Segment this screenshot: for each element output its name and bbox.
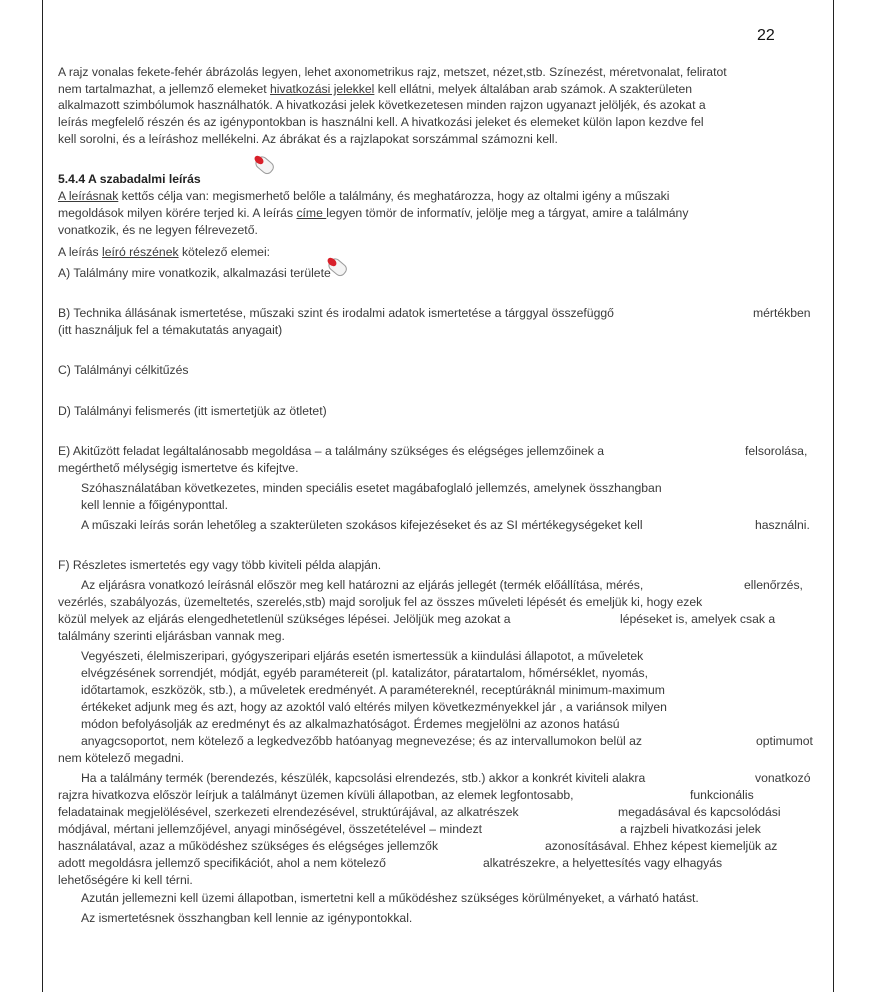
item-b-line-1: B) Technika állásának ismertetése, műszaki szint és irodalmi adatok ismertetése a tárggyal összefüggő [58,306,614,320]
item-e-line-3: Szóhasználatában következetes, minden speciális esetet magábafoglaló jellemzés, amelynek összhangban [81,481,662,495]
text-span: kell ellátni, melyek általában arab számok. A szakterületen [374,82,693,96]
f-para-3-line-7: lehetőségére ki kell térni. [58,873,193,887]
f-para-3-line-4-end: a rajzbeli hivatkozási jelek [620,822,761,836]
intro-line-2 [58,81,692,98]
page-border-left [42,0,43,992]
f-para-3-line-2-end: funkcionális [690,788,754,802]
underlined-term: leíró részének [102,245,179,259]
item-f: F) Részletes ismertetés egy vagy több kiviteli példa alapján. [58,558,382,572]
item-e-line-4: kell lennie a főigényponttal. [81,498,229,512]
text-span: nem tartalmazhat, a jellemző elemeket [58,82,271,96]
item-e-line-1-end: felsorolása, [745,444,808,458]
f-para-4: Azután jellemezni kell üzemi állapotban, ismertetni kell a működéshez szükséges körülményeket, a várható hatást. [81,891,699,905]
section-para-2 [58,244,270,261]
pushpin-icon [324,255,350,281]
f-para-5: Az ismertetésnek összhangban kell lennie az igénypontokkal. [81,911,413,925]
intro-line-5: kell sorolni, és a leíráshoz mellékelni. Az ábrákat és a rajzlapokat sorszámmal számozni kell. [58,132,558,146]
section-para-1-line-1 [58,188,670,205]
underlined-term: A leírásnak [58,189,119,203]
item-b-line-2: (itt használjuk fel a témakutatás anyagait) [58,323,283,337]
item-e-line-1: E) Akitűzött feladat legáltalánosabb megoldása – a találmány szükséges és elégséges jellemzőinek a [58,444,605,458]
f-para-3-line-1: Ha a találmány termék (berendezés, készülék, kapcsolási elrendezés, stb.) akkor a konkrét kiviteli alakra [81,771,646,785]
intro-line-1: A rajz vonalas fekete-fehér ábrázolás legyen, lehet axonometrikus rajz, metszet, nézet,stb. Színezést, méretvonalat, feliratot [58,65,727,79]
f-para-2-line-6: anyagcsoportot, nem kötelező a legkedvezőbb hatóanyag megnevezése; és az intervallumokon belül az [81,734,642,748]
f-para-3-line-6-end: alkatrészekre, a helyettesítés vagy elhagyás [483,856,723,870]
underlined-term: hivatkozási jelekkel [270,82,375,96]
f-para-2-line-3: időtartamok, eszközök, stb.), a műveletek eredményét. A paramétereknél, receptúráknál minimum-maximum [81,683,665,697]
f-para-2-line-4: értékeket adjunk meg és azt, hogy az azoktól való eltérés milyen következményekkel jár , a variánsok milyen [81,700,667,714]
f-para-3-line-6: adott megoldásra jellemző specifikációt, ahol a nem kötelező [58,856,386,870]
text-span: megoldások milyen körére terjed ki. A leírás [58,206,297,220]
f-para-3-line-2: rajzra hivatkozva először leírjuk a találmányt üzemen kívüli állapotban, az elemek legfontosabb, [58,788,574,802]
underlined-term: címe [296,206,327,220]
pushpin-icon [251,153,277,179]
f-para-1-line-3-end: lépéseket is, amelyek csak a [620,612,776,626]
text-span: legyen tömör de informatív, jelölje meg a tárgyat, amire a találmány [326,206,689,220]
f-para-1-line-4: találmány szerinti eljárásban vannak meg. [58,629,285,643]
page-border-right [833,0,834,992]
f-para-3-line-5: használatával, azaz a működéshez szükséges és elégséges jellemzők [58,839,439,853]
f-para-3-line-4: módjával, mértani jellemzőjével, anyagi minőségével, összetételével – mindezt [58,822,483,836]
f-para-2-line-7: nem kötelező megadni. [58,751,185,765]
f-para-1-line-1-end: ellenőrzés, [744,578,803,592]
item-e-line-5: A műszaki leírás során lehetőleg a szakterületen szokásos kifejezéseket és az SI mértékegységeket kell [81,518,643,532]
f-para-3-line-1-end: vonatkozó [755,771,811,785]
f-para-3-line-5-end: azonosításával. Ehhez képest kiemeljük az [545,839,778,853]
item-b-line-1-end: mértékben [753,306,811,320]
page-number: 22 [757,27,775,44]
f-para-1-line-2: vezérlés, szabályozás, üzemeltetés, szerelés,stb) majd soroljuk fel az összes műveleti lépését és emeljük ki, hogy ezek [58,595,703,609]
f-para-2-line-6-end: optimumot [756,734,813,748]
f-para-3-line-3-end: megadásával és kapcsolódási [618,805,781,819]
item-e-line-5-end: használni. [755,518,810,532]
intro-line-4: leírás megfelelő részén és az igénypontokban is használni kell. A hivatkozási jeleket és elemeket külön lapon kezdve fel [58,115,704,129]
text-span: kettős célja van: megismerhető belőle a találmány, és meghatározza, hogy az oltalmi igény a műszaki [118,189,670,203]
intro-line-3: alkalmazott szimbólumok használhatók. A hivatkozási jelek következetesen minden rajzon ugyanazt jelöljék, és azokat a [58,98,706,112]
f-para-2-line-1: Vegyészeti, élelmiszeripari, gyógyszeripari eljárás esetén ismertessük a kiindulási állapotot, a műveletek [81,649,644,663]
item-a: A) Találmány mire vonatkozik, alkalmazási területe [58,266,331,280]
item-d: D) Találmányi felismerés (itt ismertetjük az ötletet) [58,404,327,418]
f-para-2-line-2: elvégzésének sorrendjét, módját, egyéb paramétereit (pl. katalizátor, páratartalom, hőmérséklet, nyomás, [81,666,648,680]
f-para-3-line-3: feladatainak megjelölésével, szerkezeti elrendezésével, struktúrájával, az alkatrészek [58,805,519,819]
item-c: C) Találmányi célkitűzés [58,363,189,377]
f-para-1-line-1: Az eljárásra vonatkozó leírásnál először meg kell határozni az eljárás jellegét (termék előállítása, mérés, [81,578,644,592]
item-e-line-2: megérthető mélységig ismertetve és kifejtve. [58,461,299,475]
f-para-2-line-5: módon befolyásolják az eredményt és az alkalmazhatóságot. Érdemes megjelölni az azonos hatású [81,717,620,731]
text-span: A leírás [58,245,103,259]
section-heading: 5.4.4 A szabadalmi leírás [58,172,201,186]
f-para-1-line-3: közül melyek az eljárás elengedhetetlenül szükséges lépései. Jelöljük meg azokat a [58,612,511,626]
section-para-1-line-3: vonatkozik, és ne legyen félrevezető. [58,223,258,237]
section-para-1-line-2 [58,205,688,222]
text-span: kötelező elemei: [178,245,271,259]
